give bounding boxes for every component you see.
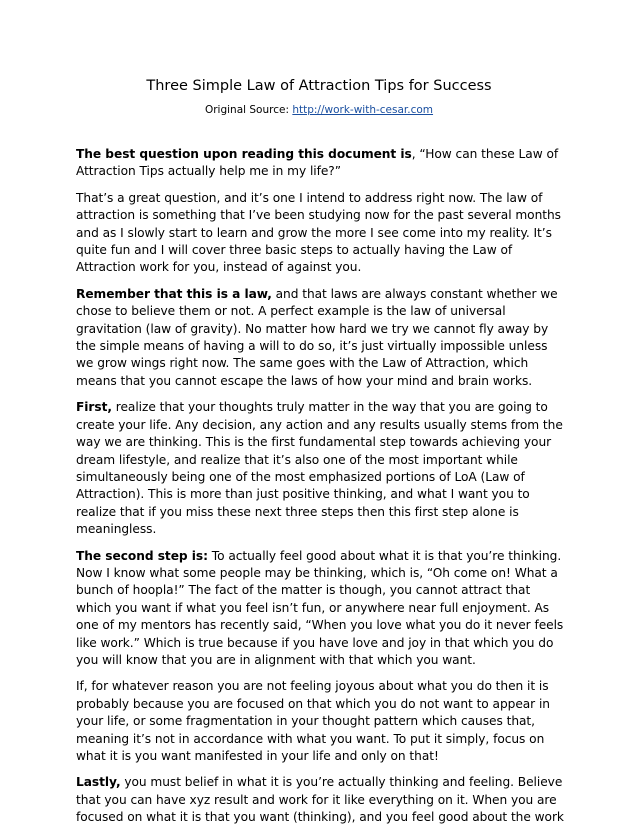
paragraph-text: If, for whatever reason you are not feeling joyous about what you do then it is probably because you are focused on that which you do not want to appear in your life, or some fragmentation in your thought pattern which causes that, meaning it’s not in accordance with what you want. To put it simply, focus on what it is you want manifested in your life and only on that! — [76, 679, 550, 763]
document-title: Three Simple Law of Attraction Tips for Success — [146, 78, 492, 94]
paragraph-text: To actually feel good about what it is that you’re thinking. Now I know what some people may be thinking, which is, “Oh come on! What a bunch of hoopla!” The fact of the matter is though, you cannot attract that which you want if what you feel isn’t fun, or anywhere near full enjoyment. As one of my mentors has recently said, “When you love what you do it never feels like work.” Which is true because if you have love and joy in that which you do you will know that you are in alignment with that which you want. — [76, 548, 564, 667]
paragraph-text: , “How can these Law of Attraction Tips actually help me in my life?” — [76, 147, 559, 179]
paragraph-text: realize that your thoughts truly matter in the way that you are going to create your life. Any decision, any action and any results usually stems from the way we are thinking. This is the first fundamental step towards achieving your dream lifestyle, and realize that it’s also one of the most important while simultaneously being one of the most emphasized portions of LoA (Law of Attraction). This is more than just positive thinking, and what I want you to realize that if you miss these next three steps then this first step alone is meaningless. — [76, 400, 563, 537]
paragraph — [76, 190, 566, 277]
paragraph — [76, 678, 566, 765]
paragraph-lead: Lastly, — [76, 775, 121, 790]
source-line — [0, 104, 638, 116]
paragraph-lead: First, — [76, 400, 112, 415]
source-link[interactable]: http://work-with-cesar.com — [292, 104, 434, 116]
paragraph — [76, 399, 566, 538]
document-body — [76, 146, 566, 836]
paragraph-text: That’s a great question, and it’s one I intend to address right now. The law of attraction is something that I’ve been studying now for the past several months and as I slowly start to learn and grow the more I see come into my reality. It’s quite fun and I will cover three basic steps to actually having the Law of Attraction work for you, instead of against you. — [76, 190, 561, 275]
paragraph — [76, 548, 566, 670]
paragraph — [76, 286, 566, 390]
paragraph-lead: Remember that this is a law, — [76, 286, 272, 301]
paragraph-text: and that laws are always constant whether we chose to believe them or not. A perfect example is the law of universal gravitation (law of gravity). No matter how hard we try we cannot fly away by the simple means of having a will to do so, it’s just virtually impossible unless we grow wings right now. The same goes with the Law of Attraction, which means that you cannot escape the laws of how your mind and brain works. — [76, 286, 558, 388]
source-label: Original Source: — [204, 104, 293, 116]
paragraph-text: you must belief in what it is you’re actually thinking and feeling. Believe that you can have xyz result and work for it like everything on it. When you are focused on what it is that you want (thinking), and you feel good about the work — [76, 775, 564, 825]
paragraph — [76, 146, 566, 181]
paragraph-lead: The second step is: — [76, 548, 208, 563]
paragraph-lead: The best question upon reading this document is — [76, 147, 412, 161]
paragraph — [76, 774, 566, 826]
